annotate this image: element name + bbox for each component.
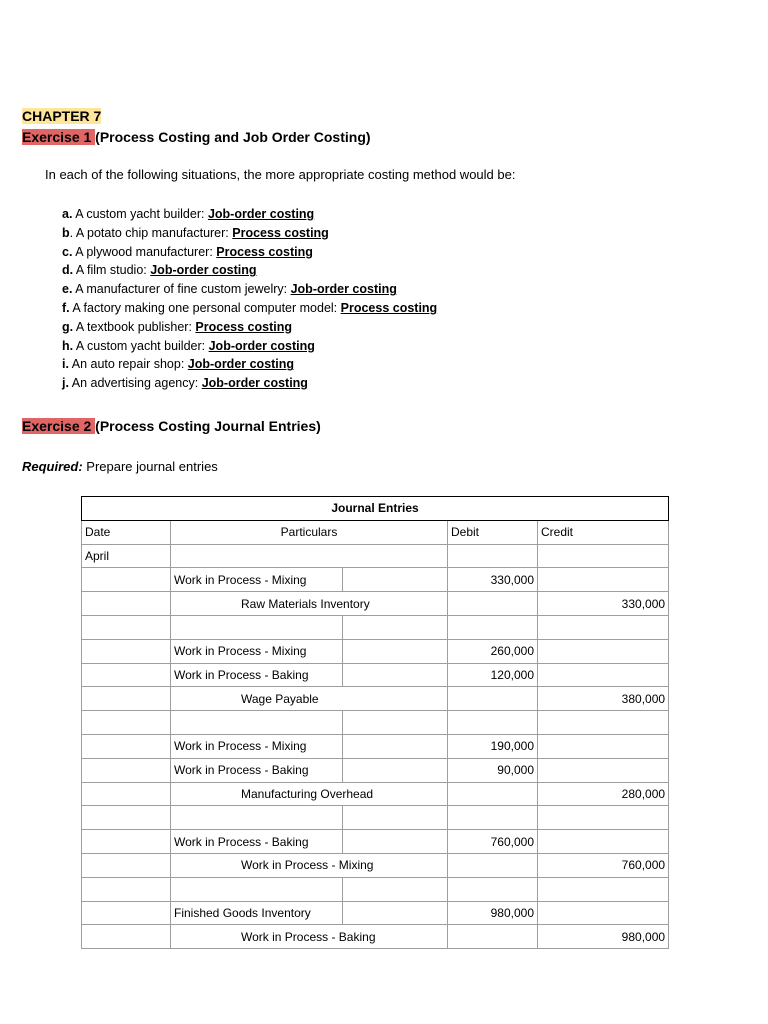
item-text: A factory making one personal computer model:	[69, 300, 341, 315]
table-row	[82, 758, 669, 782]
date-cell	[82, 711, 171, 735]
date-cell	[82, 853, 171, 877]
list-item	[62, 280, 437, 299]
credit-cell: 280,000	[538, 782, 669, 806]
debit-account-cell: Work in Process - Mixing	[171, 568, 343, 592]
debit-account-cell: Work in Process - Mixing	[171, 639, 343, 663]
date-cell	[82, 615, 171, 639]
credit-cell	[538, 830, 669, 854]
list-item	[62, 243, 437, 262]
debit-cell: 260,000	[448, 639, 538, 663]
credit-cell	[538, 663, 669, 687]
item-answer: Process costing	[195, 319, 292, 334]
chapter-label: CHAPTER 7	[22, 108, 102, 124]
debit-cell: 190,000	[448, 734, 538, 758]
debit-account-cell	[171, 615, 343, 639]
item-letter: j.	[62, 376, 69, 391]
item-text: A custom yacht builder:	[72, 207, 208, 221]
date-cell	[82, 806, 171, 830]
empty-cell	[343, 711, 448, 735]
item-text: A custom yacht builder:	[73, 338, 209, 353]
credit-cell	[538, 877, 669, 901]
date-cell	[82, 901, 171, 925]
date-cell	[82, 877, 171, 901]
date-cell	[82, 592, 171, 616]
table-row	[82, 853, 669, 877]
required-text: Prepare journal entries	[82, 459, 218, 474]
table-row	[82, 830, 669, 854]
journal-month-row	[82, 544, 669, 568]
table-row	[82, 877, 669, 901]
item-answer: Process costing	[232, 225, 329, 240]
item-letter: d.	[62, 263, 74, 278]
list-item	[62, 224, 437, 243]
journal-caption: Journal Entries	[82, 497, 669, 521]
table-row	[82, 592, 669, 616]
debit-account-cell: Work in Process - Baking	[171, 663, 343, 687]
credit-account-cell: Manufacturing Overhead	[171, 782, 448, 806]
item-text: A manufacturer of fine custom jewelry:	[72, 282, 291, 297]
table-row	[82, 639, 669, 663]
date-cell	[82, 830, 171, 854]
header-particulars: Particulars	[171, 520, 448, 544]
debit-cell	[448, 877, 538, 901]
empty-cell	[343, 830, 448, 854]
empty-cell	[171, 544, 448, 568]
item-answer: Process costing	[340, 300, 438, 315]
item-text: . A potato chip manufacturer:	[69, 225, 233, 240]
credit-cell	[538, 758, 669, 782]
debit-account-cell: Work in Process - Baking	[171, 830, 343, 854]
table-row	[82, 901, 669, 925]
journal-caption-row	[82, 497, 669, 521]
table-row	[82, 925, 669, 949]
empty-cell	[448, 544, 538, 568]
exercise-1-heading	[22, 129, 371, 146]
empty-cell	[343, 758, 448, 782]
list-item	[62, 318, 437, 337]
list-item	[62, 261, 437, 280]
exercise-2-heading	[22, 418, 321, 435]
credit-account-cell: Work in Process - Baking	[171, 925, 448, 949]
journal-header-row	[82, 520, 669, 544]
month-cell: April	[82, 544, 171, 568]
item-answer: Job-order costing	[290, 282, 397, 297]
debit-cell: 330,000	[448, 568, 538, 592]
item-letter: h.	[62, 338, 74, 353]
date-cell	[82, 734, 171, 758]
debit-account-cell	[171, 711, 343, 735]
item-answer: Job-order costing	[201, 376, 308, 391]
debit-cell	[448, 806, 538, 830]
date-cell	[82, 925, 171, 949]
item-text: A plywood manufacturer:	[72, 244, 217, 259]
credit-cell	[538, 901, 669, 925]
date-cell	[82, 687, 171, 711]
item-text: An advertising agency:	[68, 376, 202, 391]
debit-account-cell	[171, 877, 343, 901]
required-label: Required:	[22, 459, 83, 474]
item-letter: g.	[62, 319, 74, 334]
table-row	[82, 615, 669, 639]
empty-cell	[538, 544, 669, 568]
item-answer: Job-order costing	[187, 357, 295, 372]
required-line	[22, 459, 218, 475]
debit-cell	[448, 853, 538, 877]
table-row	[82, 568, 669, 592]
exercise-1-list	[62, 205, 437, 393]
debit-account-cell: Work in Process - Baking	[171, 758, 343, 782]
credit-cell	[538, 806, 669, 830]
list-item	[62, 337, 437, 356]
debit-cell	[448, 687, 538, 711]
item-letter: f.	[62, 300, 70, 315]
empty-cell	[343, 615, 448, 639]
credit-cell: 980,000	[538, 925, 669, 949]
date-cell	[82, 663, 171, 687]
item-letter: a.	[62, 207, 73, 221]
item-text: A film studio:	[73, 263, 151, 278]
empty-cell	[343, 877, 448, 901]
list-item	[62, 299, 437, 318]
header-date: Date	[82, 520, 171, 544]
credit-account-cell: Work in Process - Mixing	[171, 853, 448, 877]
empty-cell	[343, 663, 448, 687]
date-cell	[82, 782, 171, 806]
credit-cell	[538, 639, 669, 663]
debit-cell: 120,000	[448, 663, 538, 687]
table-row	[82, 687, 669, 711]
debit-account-cell: Finished Goods Inventory	[171, 901, 343, 925]
table-row	[82, 663, 669, 687]
empty-cell	[343, 734, 448, 758]
item-text: A textbook publisher:	[73, 319, 196, 334]
credit-cell: 380,000	[538, 687, 669, 711]
credit-cell	[538, 734, 669, 758]
exercise-2-label: Exercise 2	[22, 418, 96, 434]
journal-entries-table	[81, 496, 669, 949]
debit-cell	[448, 782, 538, 806]
debit-cell	[448, 615, 538, 639]
table-row	[82, 734, 669, 758]
empty-cell	[343, 806, 448, 830]
list-item	[62, 205, 437, 224]
credit-account-cell: Raw Materials Inventory	[171, 592, 448, 616]
item-text: An auto repair shop:	[68, 357, 188, 372]
exercise-1-label: Exercise 1	[22, 129, 96, 145]
debit-cell	[448, 711, 538, 735]
credit-cell	[538, 568, 669, 592]
debit-cell: 90,000	[448, 758, 538, 782]
debit-cell	[448, 925, 538, 949]
debit-cell: 760,000	[448, 830, 538, 854]
credit-cell: 330,000	[538, 592, 669, 616]
exercise-1-intro: In each of the following situations, the more appropriate costing method would be:	[45, 167, 516, 182]
header-credit: Credit	[538, 520, 669, 544]
credit-cell: 760,000	[538, 853, 669, 877]
exercise-2-title: (Process Costing Journal Entries)	[95, 418, 321, 434]
empty-cell	[343, 901, 448, 925]
date-cell	[82, 758, 171, 782]
item-letter: e.	[62, 282, 73, 297]
debit-account-cell: Work in Process - Mixing	[171, 734, 343, 758]
empty-cell	[343, 639, 448, 663]
exercise-1-title: (Process Costing and Job Order Costing)	[95, 129, 371, 145]
date-cell	[82, 568, 171, 592]
item-answer: Job-order costing	[150, 263, 257, 278]
list-item	[62, 374, 437, 393]
item-answer: Process costing	[216, 244, 313, 259]
item-answer: Job-order costing	[207, 207, 315, 221]
credit-account-cell: Wage Payable	[171, 687, 448, 711]
date-cell	[82, 639, 171, 663]
table-row	[82, 711, 669, 735]
list-item	[62, 355, 437, 374]
credit-cell	[538, 615, 669, 639]
item-answer: Job-order costing	[208, 338, 315, 353]
table-row	[82, 782, 669, 806]
item-letter: c.	[62, 244, 73, 259]
item-letter: i.	[62, 357, 69, 372]
debit-cell	[448, 592, 538, 616]
empty-cell	[343, 568, 448, 592]
item-letter: b	[62, 225, 70, 240]
debit-cell: 980,000	[448, 901, 538, 925]
table-row	[82, 806, 669, 830]
header-debit: Debit	[448, 520, 538, 544]
chapter-heading	[22, 108, 101, 125]
debit-account-cell	[171, 806, 343, 830]
credit-cell	[538, 711, 669, 735]
